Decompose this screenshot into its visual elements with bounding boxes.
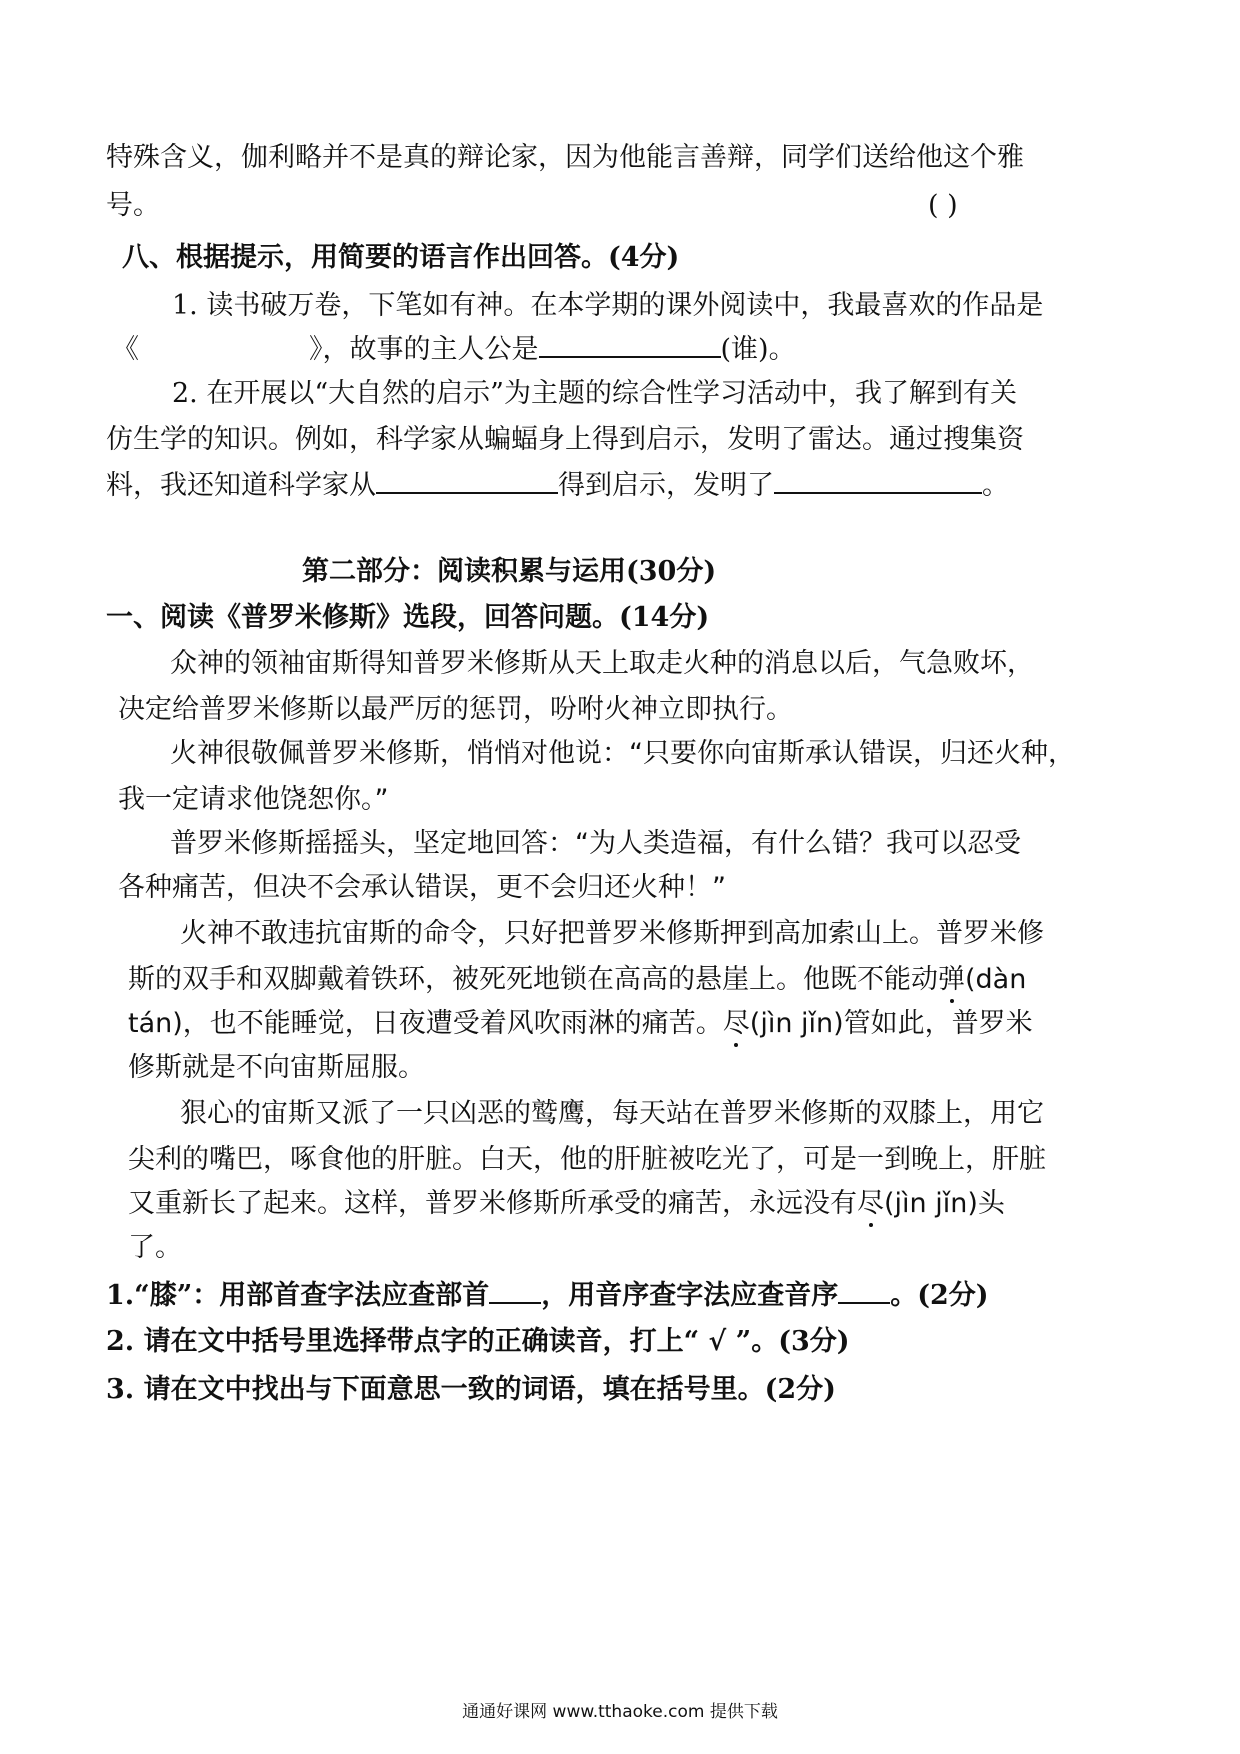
p4-line3-text: tán)，也不能睡觉，日夜遭受着风吹雨淋的痛苦。	[128, 1008, 723, 1039]
section8-q2-line2: 仿生学的知识。例如，科学家从蝙蝠身上得到启示，发明了雷达。通过搜集资	[106, 424, 1024, 455]
dotted-char-jin-1: 尽	[722, 1008, 750, 1039]
section8-q1-line1: 1. 读书破万卷，下笔如有神。在本学期的课外阅读中，我最喜欢的作品是	[172, 290, 1044, 321]
passage-p5-line3	[128, 1184, 1005, 1224]
q2-line3-mid: 得到启示，发明了	[558, 470, 774, 501]
part2-title: 第二部分：阅读积累与运用(30分)	[302, 556, 717, 587]
question-1	[106, 1276, 989, 1316]
question-1-text-b: ，用音序查字法应查音序	[541, 1280, 839, 1311]
pinyin-choice-jin-1[interactable]: (jìn jǐn)管如此，普罗米	[749, 1008, 1033, 1039]
p5-line3-text: 又重新长了起来。这样，普罗米修斯所承受的痛苦，永远没有	[128, 1188, 857, 1219]
section8-q2-line3	[106, 466, 1009, 506]
book-title-close: 》，故事的主人公是	[309, 334, 539, 365]
invention-blank[interactable]	[774, 466, 982, 494]
question-3: 3. 请在文中找出与下面意思一致的词语，填在括号里。(2分)	[106, 1374, 836, 1405]
section8-title: 八、根据提示，用简要的语言作出回答。(4分)	[122, 242, 680, 273]
dotted-char-dan: 弹	[938, 964, 965, 995]
passage-p5-line2: 尖利的嘴巴，啄食他的肝脏。白天，他的肝脏被吃光了，可是一到晚上，肝脏	[128, 1144, 1046, 1175]
question-2: 2. 请在文中括号里选择带点字的正确读音，打上“ √ ”。(3分)	[106, 1326, 850, 1357]
passage-p2-line2: 我一定请求他饶恕你。”	[118, 784, 389, 815]
passage-p5-line4: 了。	[128, 1232, 182, 1263]
passage-p5-line1: 狠心的宙斯又派了一只凶恶的鹫鹰，每天站在普罗米修斯的双膝上，用它	[180, 1098, 1044, 1129]
section8-q2-line1: 2. 在开展以“大自然的启示”为主题的综合性学习活动中，我了解到有关	[172, 378, 1017, 409]
inspiration-source-blank[interactable]	[376, 466, 558, 494]
passage-p4-line4: 修斯就是不向宙斯屈服。	[128, 1052, 425, 1083]
passage-p1-line1: 众神的领袖宙斯得知普罗米修斯从天上取走火种的消息以后，气急败坏，	[170, 648, 1034, 679]
p4-line2-text: 斯的双手和双脚戴着铁环，被死死地锁在高高的悬崖上。他既不能动	[128, 964, 938, 995]
protagonist-blank[interactable]	[539, 330, 721, 358]
prev-text-line2: 号。	[106, 190, 160, 221]
passage-p4-line3	[128, 1004, 1033, 1044]
passage-p4-line2	[128, 960, 1026, 1000]
prev-text-line1: 特殊含义，伽利略并不是真的辩论家，因为他能言善辩，同学们送给他这个雅	[106, 142, 1024, 173]
radical-blank[interactable]	[489, 1276, 541, 1304]
passage-p3-line1: 普罗米修斯摇摇头，坚定地回答：“为人类造福，有什么错？我可以忍受	[170, 828, 1021, 859]
q2-line3-start: 料，我还知道科学家从	[106, 470, 376, 501]
section8-q1-line2	[112, 330, 796, 370]
passage-p3-line2: 各种痛苦，但决不会承认错误，更不会归还火种！”	[118, 872, 726, 903]
passage-p2-line1: 火神很敬佩普罗米修斯，悄悄对他说：“只要你向宙斯承认错误，归还火种，	[170, 738, 1075, 769]
passage-p1-line2: 决定给普罗米修斯以最严厉的惩罚，吩咐火神立即执行。	[118, 694, 793, 725]
protagonist-hint: (谁)。	[720, 334, 796, 365]
pinyin-choice-dan[interactable]: (dàn	[965, 964, 1027, 995]
q2-line3-end: 。	[982, 470, 1009, 501]
prev-answer-paren: ( )	[928, 190, 958, 221]
question-1-text-c: 。(2分)	[890, 1280, 989, 1311]
question-1-text-a: 1.“膝”：用部首查字法应查部首	[106, 1280, 490, 1311]
phonetic-order-blank[interactable]	[838, 1276, 890, 1304]
pinyin-choice-jin-2[interactable]: (jìn jǐn)头	[884, 1188, 1005, 1219]
book-title-open: 《	[112, 334, 139, 365]
passage-p4-line1: 火神不敢违抗宙斯的命令，只好把普罗米修斯押到高加索山上。普罗米修	[180, 918, 1044, 949]
dotted-char-jin-2: 尽	[857, 1188, 884, 1219]
page-footer: 通通好课网 www.tthaoke.com 提供下载	[462, 1702, 778, 1722]
reading-question-title: 一、阅读《普罗米修斯》选段，回答问题。(14分)	[106, 602, 710, 633]
